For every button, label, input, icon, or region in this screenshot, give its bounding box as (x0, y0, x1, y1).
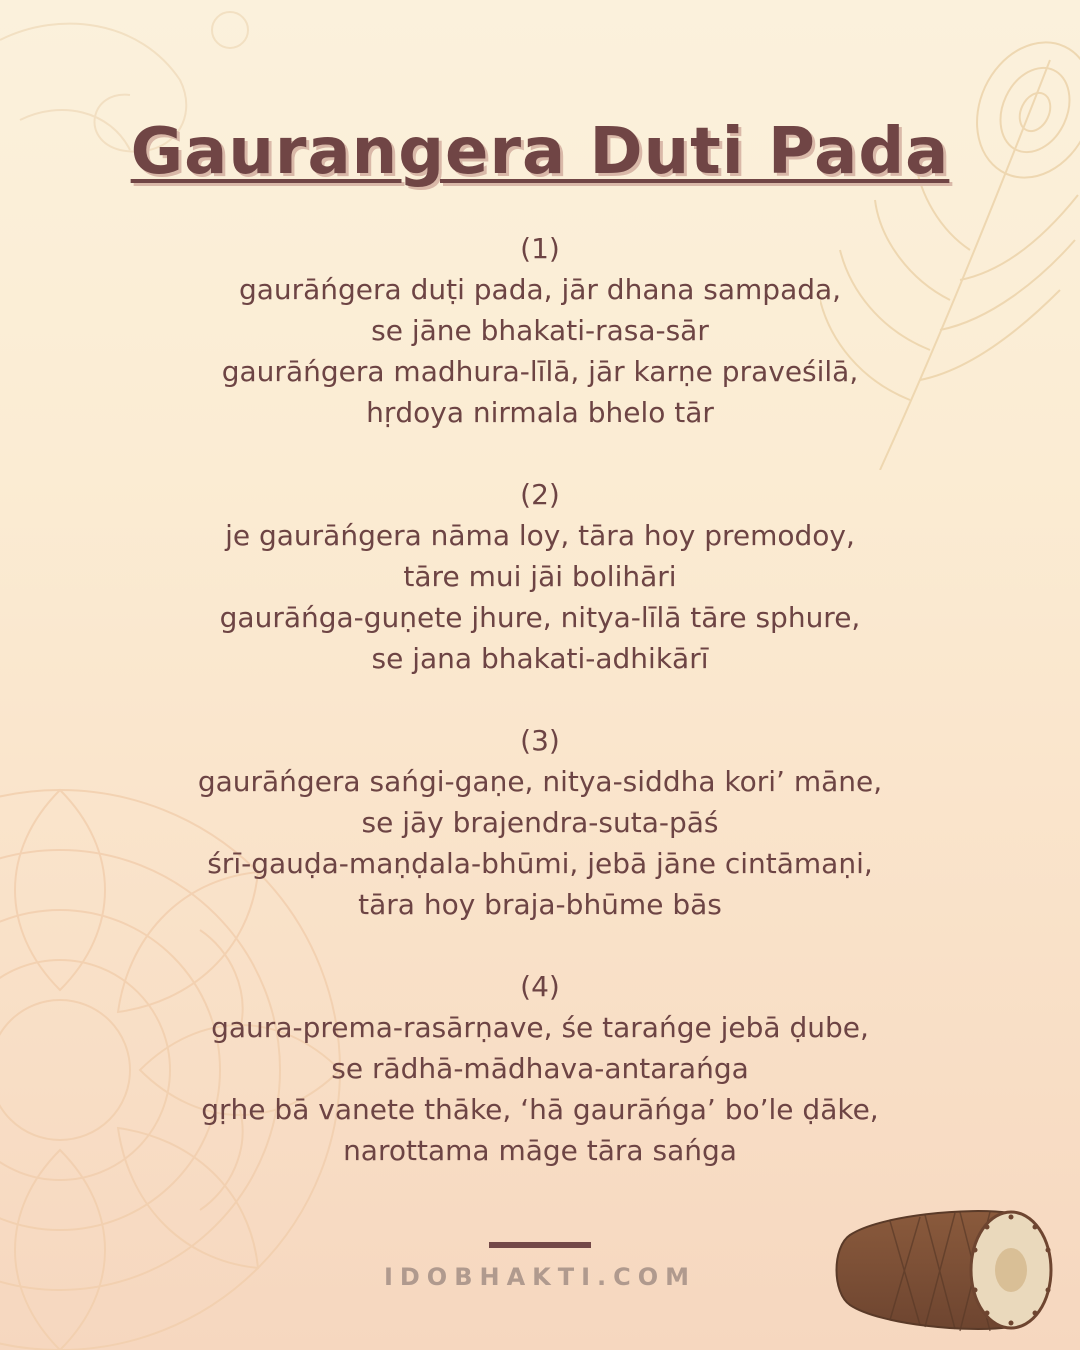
stanza-number: (3) (520, 724, 560, 757)
stanza-number: (1) (520, 232, 560, 265)
lyric-line: je gaurāńgera nāma loy, tāra hoy premodoy, (225, 519, 855, 552)
lyric-line: narottama māge tāra sańga (343, 1134, 737, 1167)
lyrics (0, 228, 1080, 1212)
website-link[interactable]: IDOBHAKTI.COM (383, 1263, 697, 1291)
lyric-line: gaurāńgera sańgi-gaṇe, nitya-siddha kori’ māne, (197, 765, 883, 798)
lyric-line: gṛhe bā vanete thāke, ‘hā gaurāńga’ bo’le ḍāke, (201, 1093, 879, 1126)
stanza-3 (0, 720, 1080, 925)
stanza-number: (2) (520, 478, 560, 511)
lyric-line: gaura-prema-rasārṇave, śe tarańge jebā ḍube, (211, 1011, 869, 1044)
page-title: Gaurangera Duti Pada (130, 114, 950, 189)
lyric-line: se rādhā-mādhava-antarańga (331, 1052, 749, 1085)
lyric-line: gaurāńga-guṇete jhure, nitya-līlā tāre sphure, (219, 601, 861, 634)
lyric-line: tāre mui jāi bolihāri (403, 560, 677, 593)
lyric-line: śrī-gauḍa-maṇḍala-bhūmi, jebā jāne cintāmaṇi, (207, 847, 873, 880)
stanza-number: (4) (520, 970, 560, 1003)
lyric-line: se jāne bhakati-rasa-sār (371, 314, 709, 347)
stanza-4 (0, 966, 1080, 1171)
lyric-line: se jāy brajendra-suta-pāś (361, 806, 719, 839)
mridanga-drum-icon (830, 1205, 1055, 1335)
lyric-line: hṛdoya nirmala bhelo tār (366, 396, 714, 429)
stanza-1 (0, 228, 1080, 433)
lyric-line: se jana bhakati-adhikārī (371, 642, 709, 675)
footer-divider (489, 1242, 591, 1248)
lyric-line: gaurāńgera madhura-līlā, jār karṇe praveśilā, (221, 355, 859, 388)
lyric-line: gaurāńgera duṭi pada, jār dhana sampada, (238, 273, 842, 306)
stanza-2 (0, 474, 1080, 679)
lyric-line: tāra hoy braja-bhūme bās (358, 888, 722, 921)
